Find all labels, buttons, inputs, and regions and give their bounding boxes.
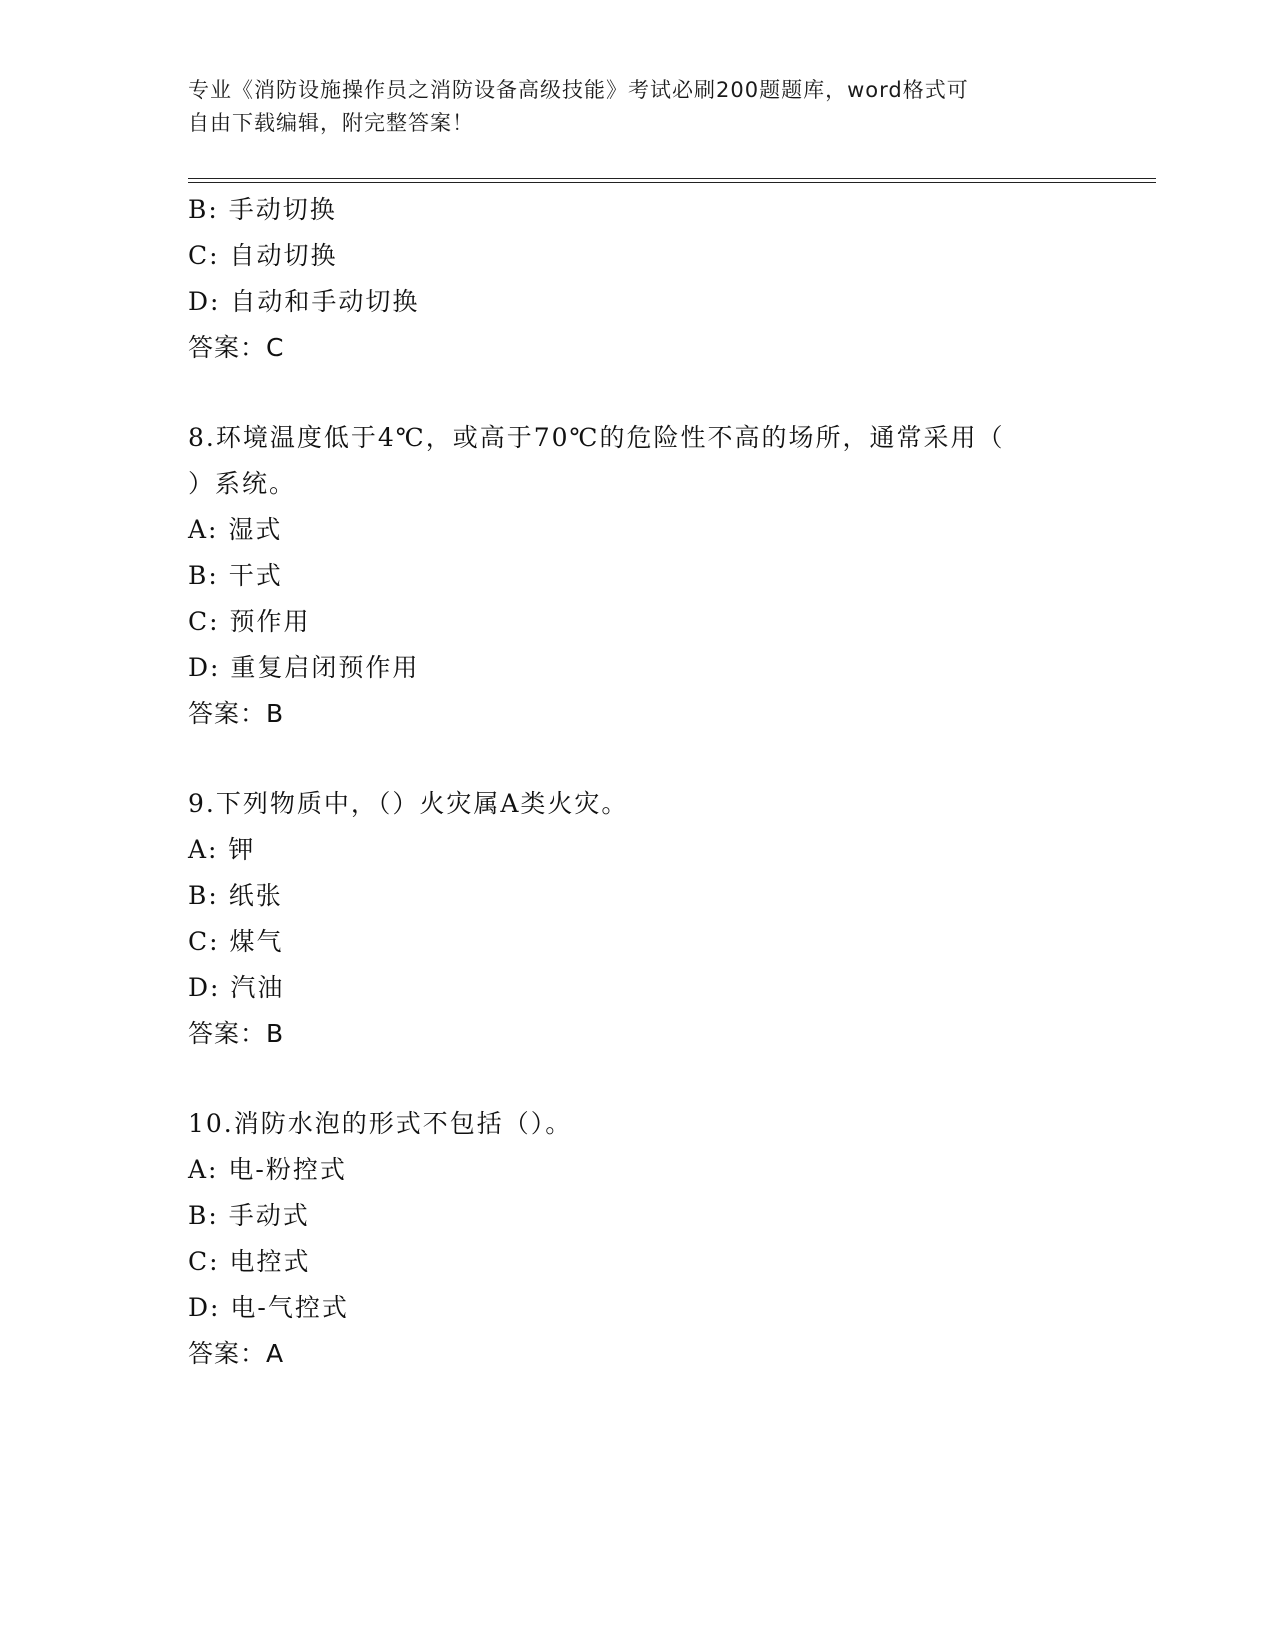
question-stem-line-1: 9.下列物质中，（）火灾属A类火灾。 [188,789,629,818]
option-a: A: 电-粉控式 [188,1155,347,1184]
option-d: D: 重复启闭预作用 [188,653,420,682]
option-d: D: 汽油 [188,973,285,1002]
option-c: C: 煤气 [188,927,284,956]
header-divider-top [188,178,1156,179]
answer-line: 答案：C [188,333,285,362]
answer-line: 答案：B [188,1019,285,1048]
option-b: B: 干式 [188,561,283,590]
option-b: B: 纸张 [188,881,283,910]
partial-question [188,187,1088,371]
question-stem [188,1101,1068,1147]
document-header [188,74,1068,140]
option-a: A: 湿式 [188,515,283,544]
option-a: A: 钾 [188,835,256,864]
header-line-1: 专业《消防设施操作员之消防设备高级技能》考试必刷200题题库，word格式可 [188,78,969,102]
option-c: C: 电控式 [188,1247,311,1276]
spacer [188,1057,1088,1101]
option-b: B: 手动切换 [188,195,337,224]
question-stem [188,415,1068,507]
option-b: B: 手动式 [188,1201,310,1230]
option-c: C: 预作用 [188,607,311,636]
question-stem-line-2: ）系统。 [188,469,297,498]
question-list [188,187,1088,1377]
answer-line: 答案：B [188,699,285,728]
option-d: D: 电-气控式 [188,1293,349,1322]
question-stem-line-1: 10.消防水泡的形式不包括（）。 [188,1109,573,1138]
spacer [188,371,1088,415]
question-stem-line-1: 8.环境温度低于4℃，或高于70℃的危险性不高的场所，通常采用（ [188,423,1005,452]
option-d: D: 自动和手动切换 [188,287,420,316]
spacer [188,737,1088,781]
answer-line: 答案：A [188,1339,285,1368]
question-9 [188,781,1088,1057]
question-10 [188,1101,1088,1377]
header-divider-bottom [188,182,1156,183]
header-line-2: 自由下载编辑，附完整答案！ [188,111,474,135]
option-c: C: 自动切换 [188,241,338,270]
question-stem [188,781,1068,827]
question-8 [188,415,1088,737]
